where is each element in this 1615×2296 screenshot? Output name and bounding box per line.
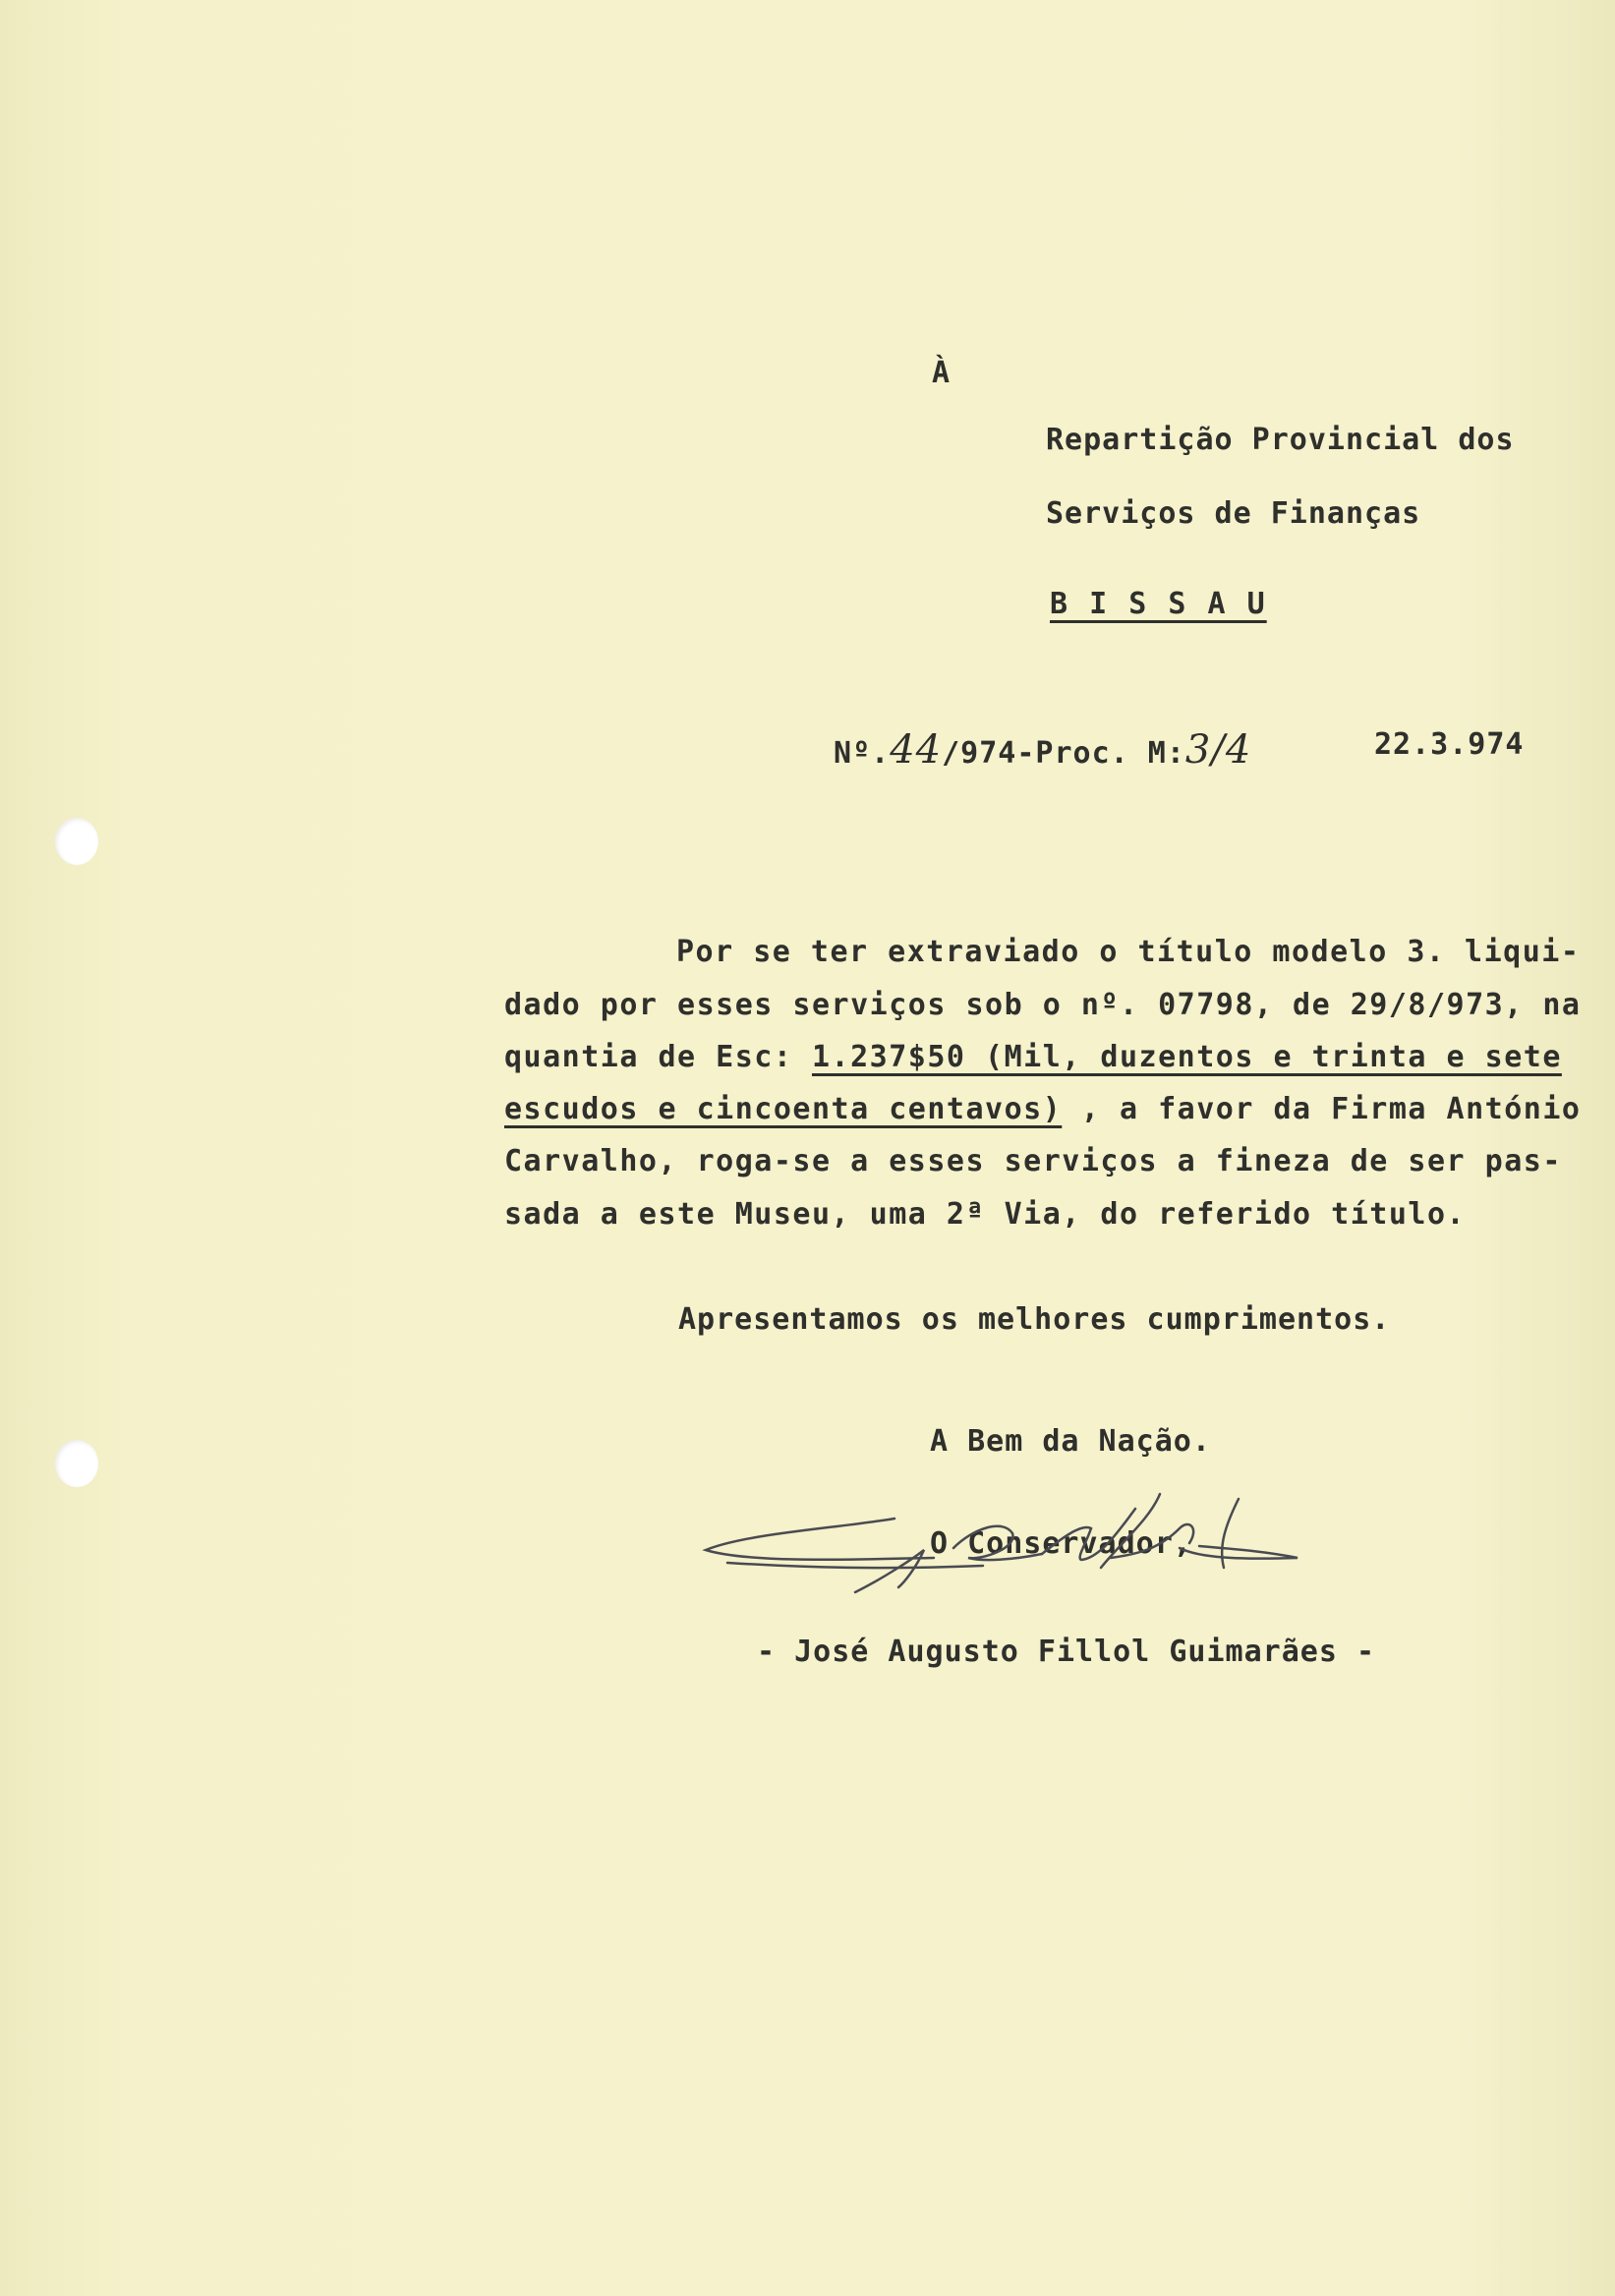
body-line-4-end: , a favor da Firma António bbox=[1062, 1092, 1582, 1126]
address-line-1: Repartição Provincial dos bbox=[1046, 423, 1515, 457]
body-line-3 bbox=[504, 1040, 1586, 1074]
body-line-4 bbox=[504, 1092, 1586, 1126]
handwritten-signature bbox=[688, 1489, 1356, 1656]
body-line-6: sada a este Museu, uma 2ª Via, do referido título. bbox=[504, 1197, 1467, 1232]
process-number-handwritten: 3/4 bbox=[1184, 727, 1252, 773]
body-line-2: dado por esses serviços sob o nº. 07798, de 29/8/973, na bbox=[504, 988, 1582, 1022]
closing-motto: A Bem da Nação. bbox=[930, 1424, 1211, 1459]
reference-line bbox=[834, 727, 1251, 773]
body-line-5: Carvalho, roga-se a esses serviços a fineza de ser pas- bbox=[504, 1144, 1562, 1178]
body-line-1: Por se ter extraviado o título modelo 3. liqui- bbox=[676, 935, 1581, 969]
reference-prefix: Nº. bbox=[834, 736, 891, 771]
punch-hole-top bbox=[55, 818, 98, 865]
address-to: À bbox=[932, 356, 952, 390]
address-line-2: Serviços de Finanças bbox=[1046, 496, 1421, 531]
letter-date: 22.3.974 bbox=[1374, 727, 1525, 762]
amount-words-underlined: escudos e cincoenta centavos) bbox=[504, 1092, 1063, 1126]
closing-regards: Apresentamos os melhores cumprimentos. bbox=[678, 1302, 1391, 1337]
punch-hole-bottom bbox=[55, 1440, 98, 1487]
amount-underlined: 1.237$50 (Mil, duzentos e trinta e sete bbox=[811, 1040, 1562, 1074]
signer-name: - José Augusto Fillol Guimarães - bbox=[757, 1635, 1376, 1669]
address-city: B I S S A U bbox=[1050, 587, 1267, 621]
signer-role: O Conservador, bbox=[930, 1526, 1192, 1561]
body-line-3-start: quantia de Esc: bbox=[504, 1040, 812, 1074]
reference-mid: /974-Proc. M: bbox=[942, 736, 1185, 771]
reference-number-handwritten: 44 bbox=[890, 727, 943, 773]
